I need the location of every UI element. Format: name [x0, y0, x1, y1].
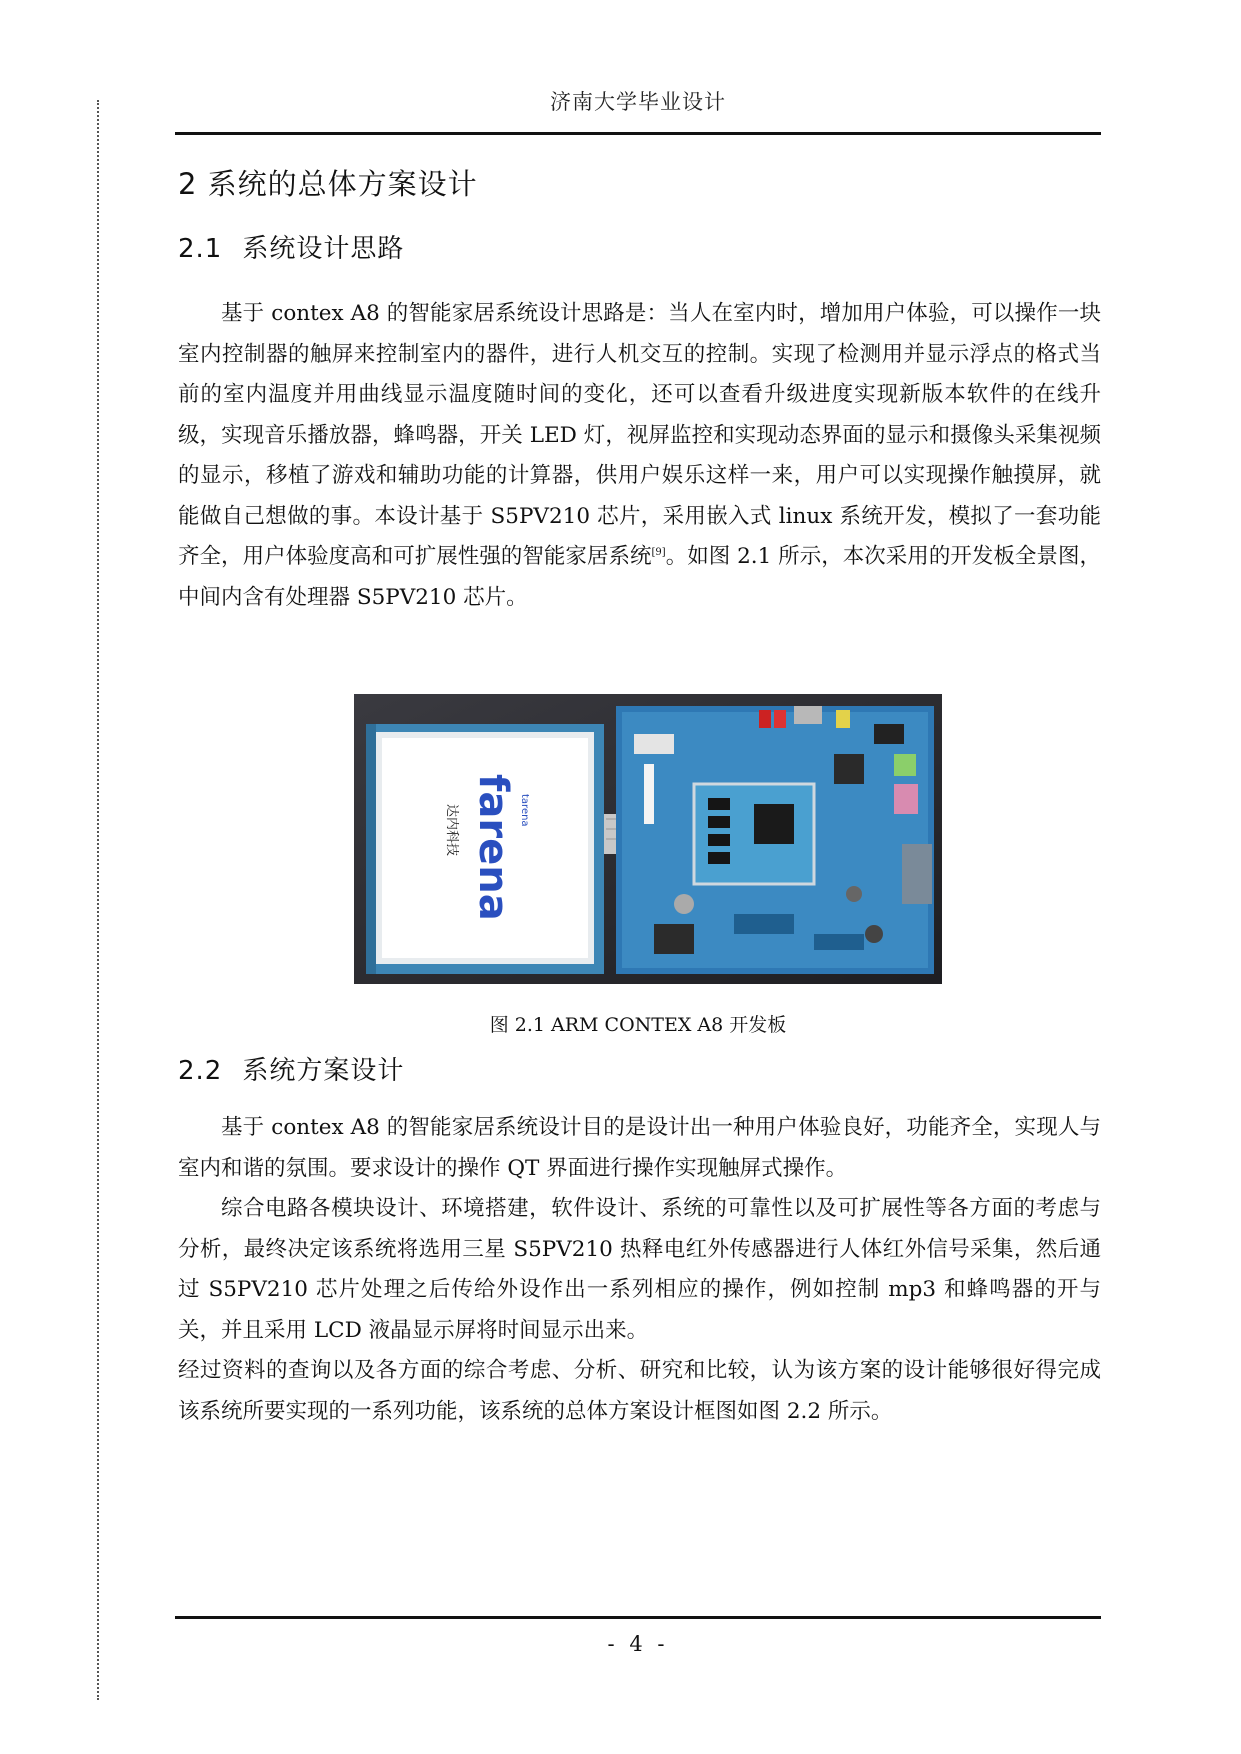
dev-board-illustration [354, 694, 942, 984]
header-rule [175, 132, 1101, 135]
logo-text: farena [470, 774, 516, 921]
binding-margin-line [97, 100, 99, 1700]
page-number: - 4 - [607, 1632, 669, 1656]
section-2-2-paragraph-3: 经过资料的查询以及各方面的综合考虑、分析、研究和比较，认为该方案的设计能够很好得完成该系统所要实现的一系列功能，该系统的总体方案设计框图如图 2.2 所示。 [178, 1358, 1101, 1424]
paragraph-text-cont: 。如图 2.1 所示，本次采用的开发板全景图，中间内含有处理器 S5PV210 芯片。 [178, 544, 1101, 610]
section-2-2-paragraph-2: 综合电路各模块设计、环境搭建，软件设计、系统的可靠性以及可扩展性等各方面的考虑与分析，最终决定该系统将选用三星 S5PV210 热释电红外传感器进行人体红外信号采集，然后通过 S5PV210 芯片处理之后传给外设作出一系列相应的操作，例如控制 mp3 和蜂鸣器的开与关，并且采用 LCD 液晶显示屏将时间显示出来。 [178, 1196, 1101, 1343]
footer-rule [175, 1616, 1101, 1619]
section-title: 系统设计思路 [242, 234, 405, 264]
section-number: 2.1 [178, 234, 223, 264]
section-heading-2-2 [178, 1050, 404, 1087]
section-2-2-paragraph-1: 基于 contex A8 的智能家居系统设计目的是设计出一种用户体验良好，功能齐全，实现人与室内和谐的氛围。要求设计的操作 QT 界面进行操作实现触屏式操作。 [178, 1115, 1101, 1181]
section-heading-2-1 [178, 228, 404, 265]
section-number: 2.2 [178, 1056, 223, 1086]
logo-cn-text: 达内科技 [444, 804, 459, 857]
logo-small-text: tarena [519, 794, 530, 827]
page-header: 济南大学毕业设计 [550, 90, 726, 114]
paragraph-text: 基于 contex A8 的智能家居系统设计思路是：当人在室内时，增加用户体验，可以操作一块室内控制器的触屏来控制室内的器件，进行人机交互的控制。实现了检测用并显示浮点的格式当前的室内温度并用曲线显示温度随时间的变化，还可以查看升级进度实现新版本软件的在线升级，实现音乐播放器，蜂鸣器，开关 LED 灯，视屏监控和实现动态界面的显示和摄像头采集视频的显示，移植了游戏和辅助功能的计算器，供用户娱乐这样一来，用户可以实现操作触摸屏，就能做自己想做的事。本设计基于 S5PV210 芯片，采用嵌入式 linux 系统开发，模拟了一套功能齐全，用户体验度高和可扩展性强的智能家居系统 [178, 301, 1101, 569]
dev-board-photo [354, 694, 942, 984]
citation-ref: [9] [651, 546, 666, 558]
chapter-title: 2 系统的总体方案设计 [178, 167, 478, 201]
section-title: 系统方案设计 [242, 1056, 405, 1086]
figure-caption: 图 2.1 ARM CONTEX A8 开发板 [489, 1014, 787, 1036]
section-2-1-paragraph [178, 294, 1101, 618]
